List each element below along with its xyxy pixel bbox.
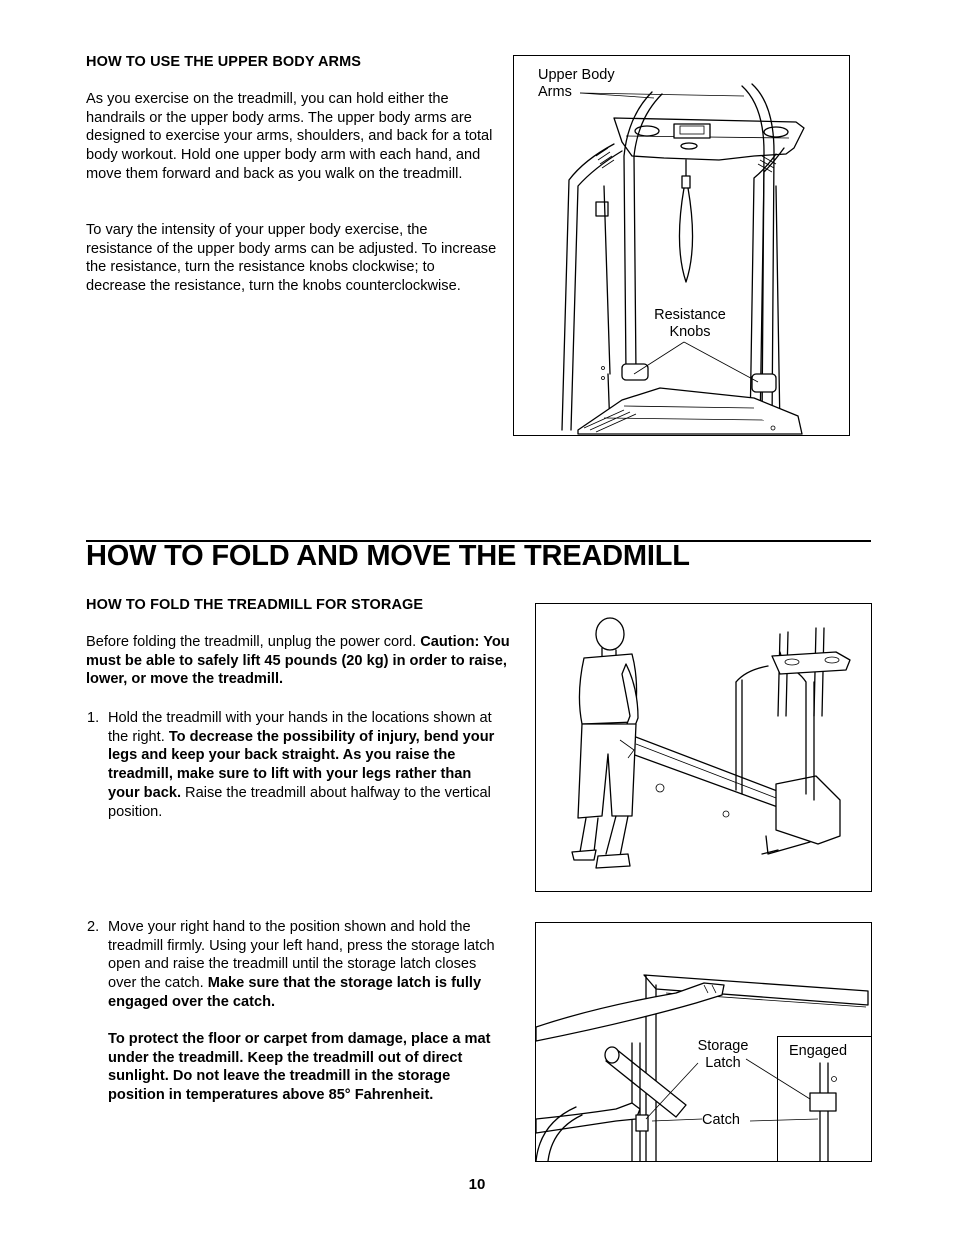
section-title: HOW TO FOLD AND MOVE THE TREADMILL — [86, 540, 690, 572]
label-storage-latch — [687, 1038, 759, 1072]
step-2-number: 2. — [87, 919, 100, 935]
step-2-text — [108, 918, 503, 1012]
step-1-text — [108, 709, 503, 821]
step-1-number: 1. — [87, 710, 100, 726]
fold-intro — [86, 633, 512, 689]
label-upper-body-arms-line1: Upper Body — [538, 67, 615, 83]
label-resistance-knobs-line1: Resistance — [654, 307, 726, 323]
treadmill-upper-body-illustration — [514, 56, 849, 435]
step-2-text-a: Move your right hand to the position shown and hold the treadmill firmly. Using your left hand, press the storage latch open and raise the treadmill until the storage latch closes over the catch. — [108, 919, 495, 992]
fold-intro-text: Before folding the treadmill, unplug the power cord. — [86, 634, 421, 650]
label-upper-body-arms-line2: Arms — [538, 84, 572, 100]
person-lifting-treadmill-illustration — [536, 604, 871, 891]
upper-arms-paragraph-2: To vary the intensity of your upper body exercise, the resistance of the upper body arms can be adjusted. To increase the resistance, turn the resistance knobs clockwise; to decrease the resistance, turn the knobs counterclockwise. — [86, 222, 497, 295]
step-1-text-bold: To decrease the possibility of injury, bend your legs and keep your back straight. As you raise the treadmill, make sure to lift with your legs rather than your back. — [108, 728, 495, 801]
upper-arms-paragraph-1: As you exercise on the treadmill, you can hold either the handrails or the upper body arms. The upper body arms are designed to exercise your arms, shoulders, and back for a total body workout. Hold one upper body arm with each hand, and move them forward and back as you walk on the treadmill. — [86, 91, 493, 182]
step-1-text-b: Raise the treadmill about halfway to the vertical position. — [108, 784, 491, 820]
label-catch: Catch — [702, 1112, 740, 1128]
storage-latch-figure — [535, 922, 872, 1162]
step-2-warning: To protect the floor or carpet from damage, place a mat under the treadmill. Keep the treadmill out of direct sunlight. Do not leave the treadmill in the storage position in temperatures above 85° Fahrenheit. — [108, 1031, 491, 1104]
fold-subheading: HOW TO FOLD THE TREADMILL FOR STORAGE — [86, 597, 424, 613]
label-engaged: Engaged — [789, 1043, 848, 1059]
page-number: 10 — [468, 1176, 486, 1193]
label-resistance-knobs-line2: Knobs — [669, 324, 711, 340]
step-1 — [87, 709, 507, 819]
label-storage-latch-line1: Storage — [697, 1038, 749, 1054]
label-resistance-knobs — [644, 307, 736, 341]
upper-arms-heading: HOW TO USE THE UPPER BODY ARMS — [86, 54, 362, 70]
lifting-figure — [535, 603, 872, 892]
step-2-text-bold: Make sure that the storage latch is fully engaged over the catch. — [108, 975, 482, 1010]
label-upper-body-arms — [538, 67, 615, 101]
upper-arms-figure — [513, 55, 850, 436]
step-2 — [87, 918, 507, 1108]
step-1-text-a: Hold the treadmill with your hands in the locations shown at the right. — [108, 710, 492, 745]
step-2-warning-block — [108, 1030, 503, 1105]
fold-intro-caution: Caution: You must be able to safely lift 45 pounds (20 kg) in order to raise, lower, or move the treadmill. — [86, 634, 510, 688]
label-storage-latch-line2: Latch — [705, 1055, 741, 1071]
